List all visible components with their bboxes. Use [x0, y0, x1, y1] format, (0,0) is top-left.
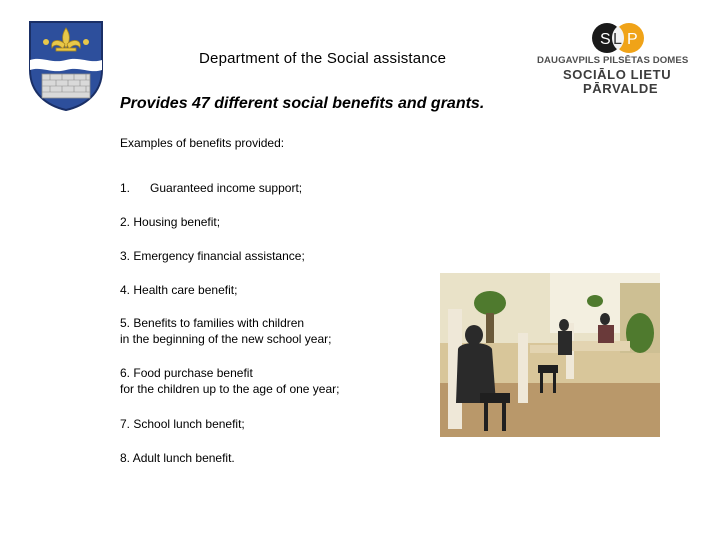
badge-letter-l: L	[613, 31, 622, 48]
list-item	[120, 365, 339, 397]
item-text: Health care benefit;	[133, 283, 238, 297]
item-text: Benefits to families with children	[133, 316, 305, 330]
item-text: Adult lunch benefit.	[132, 451, 235, 465]
headline: Provides 47 different social benefits and grants.	[120, 95, 485, 112]
item-number: 4.	[120, 283, 131, 297]
list-item	[120, 248, 305, 264]
badge-letter-s: S	[600, 31, 611, 48]
item-number: 2.	[120, 215, 131, 229]
office-photo	[440, 273, 660, 437]
list-item	[120, 315, 331, 347]
item-text-continued: in the beginning of the new school year;	[120, 332, 332, 346]
page-title: Department of the Social assistance	[199, 50, 447, 67]
logo-line-1: DAUGAVPILS PILSĒTAS DOMES	[537, 55, 689, 66]
list-item	[120, 416, 245, 432]
list-item	[120, 282, 237, 298]
badge-letter-p: P	[627, 31, 638, 48]
coat-of-arms-emblem	[28, 20, 104, 112]
item-text: Housing benefit;	[133, 215, 221, 229]
item-number: 5.	[120, 316, 131, 330]
slp-logo	[537, 21, 689, 97]
item-text: Food purchase benefit	[133, 366, 253, 380]
item-number: 3.	[120, 249, 131, 263]
item-number: 1.	[120, 181, 131, 195]
item-number: 6.	[120, 366, 131, 380]
item-text-continued: for the children up to the age of one year;	[120, 382, 340, 396]
list-item	[120, 450, 235, 466]
list-item	[120, 180, 302, 196]
logo-line-3: PĀRVALDE	[583, 81, 659, 96]
intro-text: Examples of benefits provided:	[120, 136, 285, 150]
list-item	[120, 214, 220, 230]
item-text: Guaranteed income support;	[150, 181, 303, 195]
item-number: 8.	[120, 451, 131, 465]
item-text: School lunch benefit;	[133, 417, 245, 431]
logo-line-2: SOCIĀLO LIETU	[563, 67, 672, 82]
item-text: Emergency financial assistance;	[133, 249, 305, 263]
slp-badge-icon	[537, 21, 683, 55]
item-number: 7.	[120, 417, 131, 431]
